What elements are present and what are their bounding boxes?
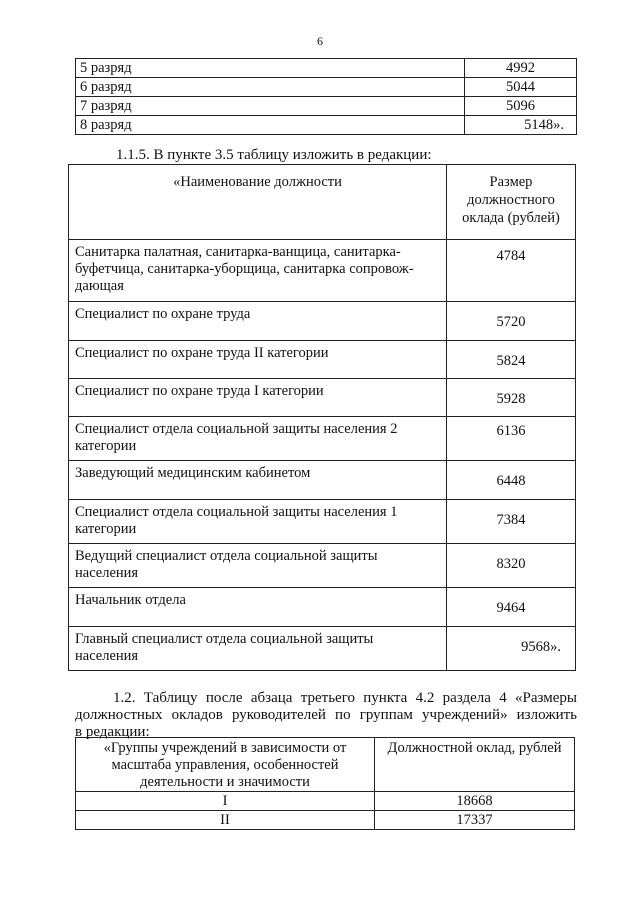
group-number: I [76, 792, 375, 811]
grades-salary-table [75, 58, 577, 135]
position-name: Специалист отдела социальной защиты населения 1 категории [69, 500, 447, 544]
position-name: Специалист по охране труда [69, 302, 447, 341]
grade-salary: 5096 [465, 97, 577, 116]
paragraph-line: в редакции: [75, 724, 150, 740]
table-header-row [76, 738, 575, 792]
group-salary: 17337 [375, 811, 575, 830]
position-name: Специалист по охране труда II категории [69, 341, 447, 379]
grade-label: 5 разряд [76, 59, 465, 78]
position-salary: 5928 [447, 379, 576, 417]
table-row [69, 379, 576, 417]
table-row [69, 240, 576, 302]
table-row [69, 341, 576, 379]
table-row [69, 588, 576, 627]
header-salary: Размер должностного оклада (рублей) [447, 165, 576, 240]
table-header-row [69, 165, 576, 240]
paragraph-line [75, 690, 577, 707]
group-salary: 18668 [375, 792, 575, 811]
position-salary: 9568». [447, 627, 576, 671]
position-name: Санитарка палатная, санитарка-ванщица, санитарка-буфетчица, санитарка-уборщица, санитарка сопровож-дающая [69, 240, 447, 302]
table-row [69, 417, 576, 461]
grade-label: 6 разряд [76, 78, 465, 97]
grade-salary: 4992 [465, 59, 577, 78]
position-salary: 9464 [447, 588, 576, 627]
position-name: Начальник отдела [69, 588, 447, 627]
group-number: II [76, 811, 375, 830]
table-row [69, 302, 576, 341]
table-row [76, 792, 575, 811]
page-number: 6 [317, 34, 323, 48]
grade-salary: 5044 [465, 78, 577, 97]
header-position-name: «Наименование должности [69, 165, 447, 240]
paragraph-1-2 [75, 690, 577, 741]
position-name: Специалист отдела социальной защиты населения 2 категории [69, 417, 447, 461]
header-institution-group: «Группы учреждений в зависимости от масштаба управления, особенностей деятельности и значимости [76, 738, 375, 792]
table-row [69, 627, 576, 671]
position-name: Специалист по охране труда I категории [69, 379, 447, 417]
position-name: Ведущий специалист отдела социальной защиты населения [69, 544, 447, 588]
position-salary: 5720 [447, 302, 576, 341]
groups-salary-table [75, 737, 575, 830]
table-row [69, 461, 576, 500]
position-salary: 4784 [447, 240, 576, 302]
grade-label: 7 разряд [76, 97, 465, 116]
position-name: Главный специалист отдела социальной защиты населения [69, 627, 447, 671]
header-salary: Должностной оклад, рублей [375, 738, 575, 792]
position-name: Заведующий медицинским кабинетом [69, 461, 447, 500]
table-row [69, 500, 576, 544]
positions-salary-table [68, 164, 576, 671]
table-row [76, 78, 577, 97]
position-salary: 6448 [447, 461, 576, 500]
position-salary: 7384 [447, 500, 576, 544]
paragraph-line-text: 1.2. Таблицу после абзаца третьего пункта 4.2 раздела 4 «Размеры [113, 690, 577, 706]
table-row [76, 97, 577, 116]
paragraph-1-1-5: 1.1.5. В пункте 3.5 таблицу изложить в редакции: [116, 147, 432, 163]
table-row [76, 116, 577, 135]
grade-salary: 5148». [465, 116, 577, 135]
table-row [76, 59, 577, 78]
position-salary: 6136 [447, 417, 576, 461]
paragraph-line: должностных окладов руководителей по группам учреждений» изложить [75, 707, 577, 723]
table-row [76, 811, 575, 830]
position-salary: 5824 [447, 341, 576, 379]
table-row [69, 544, 576, 588]
position-salary: 8320 [447, 544, 576, 588]
grade-label: 8 разряд [76, 116, 465, 135]
